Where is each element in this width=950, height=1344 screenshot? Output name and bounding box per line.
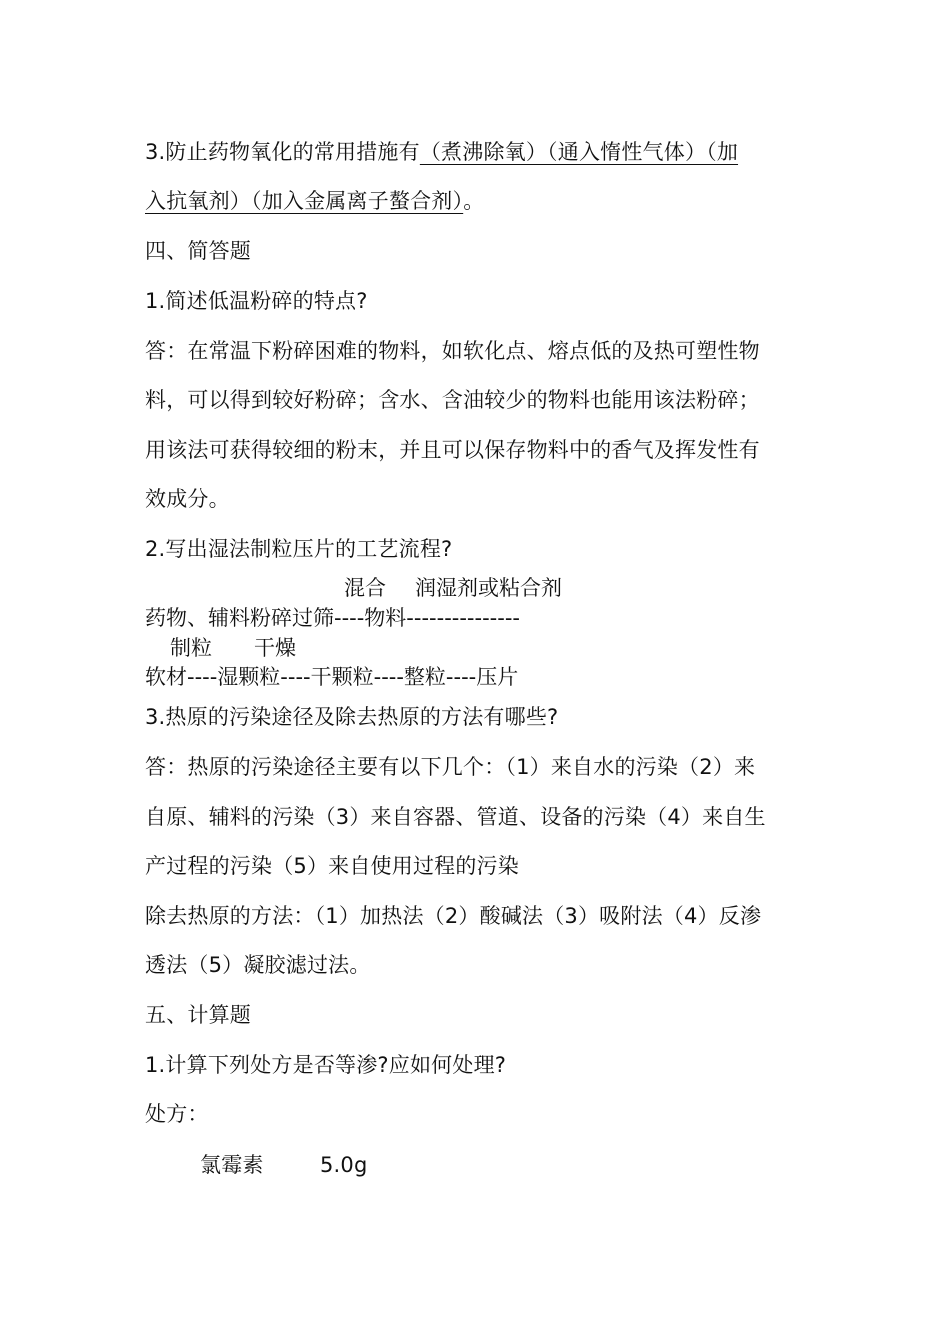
q4-3-answer-line: 自原、辅料的污染（3）来自容器、管道、设备的污染（4）来自生 xyxy=(145,805,766,829)
q4-1-answer-line: 用该法可获得较细的粉末，并且可以保存物料中的香气及挥发性有 xyxy=(145,438,760,462)
q3-fill-answer-part-2: 入抗氧剂）（加入金属离子螯合剂） xyxy=(145,189,464,213)
prescription-item-name: 氯霉素 xyxy=(200,1153,264,1177)
q4-3-answer-line: 答：热原的污染途径主要有以下几个：（1）来自水的污染（2）来 xyxy=(145,755,756,779)
flow-label-granulate: 制粒 xyxy=(170,636,212,660)
q4-1-answer-line: 答：在常温下粉碎困难的物料，如软化点、熔点低的及热可塑性物 xyxy=(145,339,760,363)
flow-row-1: 药物、辅料粉碎过筛----物料--------------- xyxy=(145,606,520,630)
q5-1-question: 1.计算下列处方是否等渗?应如何处理? xyxy=(145,1053,507,1077)
q4-3-answer-line: 透法（5）凝胶滤过法。 xyxy=(145,953,371,977)
prescription-label: 处方： xyxy=(145,1102,209,1126)
flow-label-wetting-agent: 润湿剂或粘合剂 xyxy=(415,576,562,600)
q3-fill-line-2 xyxy=(145,186,484,216)
q4-2-question: 2.写出湿法制粒压片的工艺流程? xyxy=(145,537,453,561)
q4-3-answer-line: 除去热原的方法：（1）加热法（2）酸碱法（3）吸附法（4）反渗 xyxy=(145,904,762,928)
q4-1-answer-line: 效成分。 xyxy=(145,487,230,511)
section-4-title: 四、简答题 xyxy=(145,239,251,263)
flow-label-dry: 干燥 xyxy=(254,636,296,660)
flow-label-mix: 混合 xyxy=(344,576,386,600)
q4-3-answer-line: 产过程的污染（5）来自使用过程的污染 xyxy=(145,854,519,878)
section-5-title: 五、计算题 xyxy=(145,1003,251,1027)
flow-row-2: 软材----湿颗粒----干颗粒----整粒----压片 xyxy=(145,665,519,689)
q4-3-question: 3.热原的污染途径及除去热原的方法有哪些? xyxy=(145,705,559,729)
q3-fill-prefix: 3.防止药物氧化的常用措施有 xyxy=(145,140,420,164)
q4-1-answer-line: 料，可以得到较好粉碎；含水、含油较少的物料也能用该法粉碎； xyxy=(145,388,760,412)
q4-1-question: 1.简述低温粉碎的特点? xyxy=(145,289,368,313)
prescription-item-amount: 5.0g xyxy=(320,1153,368,1177)
q3-fill-answer-part-1: （煮沸除氧）（通入惰性气体）（加 xyxy=(419,140,739,164)
q3-fill-suffix: 。 xyxy=(463,189,485,213)
q3-fill-line-1 xyxy=(145,137,738,167)
